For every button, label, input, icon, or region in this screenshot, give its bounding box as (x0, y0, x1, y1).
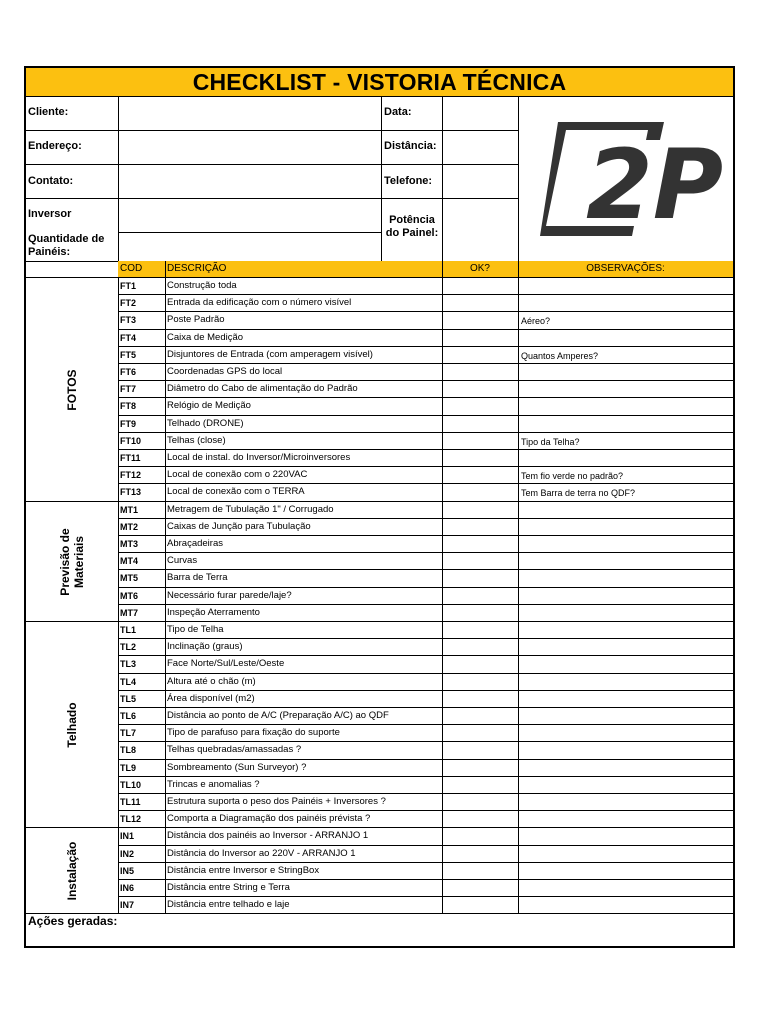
item-code: MT5 (120, 573, 138, 584)
item-description: Distância do Inversor ao 220V - ARRANJO 1 (167, 847, 356, 859)
item-description: Barra de Terra (167, 572, 228, 584)
item-code: FT9 (120, 418, 137, 429)
ok-cell[interactable] (443, 364, 518, 381)
quantidade-label: Quantidade de Painéis: (28, 233, 105, 258)
table-row (118, 828, 733, 845)
table-row (118, 536, 733, 553)
ok-cell[interactable] (443, 794, 518, 811)
ok-cell[interactable] (443, 381, 518, 398)
divider (518, 96, 519, 261)
col-descricao: DESCRIÇÃO (165, 261, 442, 277)
distancia-field[interactable] (443, 131, 518, 164)
item-code: FT5 (120, 349, 137, 360)
divider (26, 913, 733, 914)
section-block (26, 622, 118, 828)
item-observation[interactable]: Tipo da Telha? (521, 436, 580, 447)
item-observation[interactable]: Quantos Amperes? (521, 350, 599, 361)
item-description: Local de conexão com o TERRA (167, 486, 305, 498)
ok-cell[interactable] (443, 725, 518, 742)
item-description: Necessário furar parede/laje? (167, 589, 292, 601)
table-row (118, 760, 733, 777)
table-row (118, 398, 733, 415)
item-code: FT3 (120, 315, 137, 326)
ok-cell[interactable] (443, 467, 518, 484)
ok-cell[interactable] (443, 605, 518, 622)
endereco-field[interactable] (119, 131, 381, 164)
item-code: TL3 (120, 659, 137, 670)
item-description: Local de instal. do Inversor/Microinversores (167, 452, 351, 463)
item-code: MT3 (120, 539, 138, 549)
contato-field[interactable] (119, 165, 381, 198)
col-obs: OBSERVAÇÕES: (518, 261, 733, 277)
table-row (118, 742, 733, 759)
divider (442, 261, 443, 914)
item-description: Telhado (DRONE) (167, 417, 244, 429)
table-row (118, 811, 733, 828)
table-row (118, 639, 733, 656)
table-row (118, 330, 733, 347)
item-code: IN7 (120, 900, 135, 911)
item-description: Tipo de Telha (167, 624, 224, 635)
table-row (118, 484, 733, 501)
table-row (118, 381, 733, 398)
data-field[interactable] (443, 97, 518, 130)
item-code: TL8 (120, 745, 137, 756)
table-row (118, 897, 733, 914)
col-cod: COD (118, 261, 165, 277)
item-code: TL9 (120, 762, 137, 773)
item-observation[interactable]: Tem Barra de terra no QDF? (521, 488, 636, 499)
table-row (118, 880, 733, 897)
item-code: FT1 (120, 281, 137, 291)
ok-cell[interactable] (443, 622, 518, 639)
endereco-label: Endereço: (28, 140, 82, 152)
table-row (118, 622, 733, 639)
table-row (118, 794, 733, 811)
item-description: Inspeção Aterramento (167, 606, 260, 618)
item-description: Entrada da edificação com o número visível (167, 297, 352, 309)
table-row (118, 416, 733, 433)
section-label: FOTOS (65, 369, 79, 411)
table-row (118, 863, 733, 880)
table-row (118, 347, 733, 364)
ok-cell[interactable] (443, 863, 518, 880)
item-description: Face Norte/Sul/Leste/Oeste (167, 658, 285, 670)
table-row (118, 570, 733, 587)
ok-cell[interactable] (443, 347, 518, 364)
ok-cell[interactable] (443, 450, 518, 467)
ok-cell[interactable] (443, 502, 518, 519)
col-ok: OK? (442, 261, 518, 277)
ok-cell[interactable] (443, 570, 518, 587)
logo-text: 2P (586, 129, 724, 238)
table-row (118, 846, 733, 863)
inversor-field[interactable] (119, 199, 381, 232)
table-row (118, 691, 733, 708)
item-description: Caixas de Junção para Tubulação (167, 520, 311, 532)
item-description: Abraçadeiras (167, 538, 223, 549)
item-code: FT8 (120, 401, 137, 412)
table-row (118, 433, 733, 450)
item-code: IN5 (120, 865, 135, 876)
ok-cell[interactable] (443, 484, 518, 501)
ok-cell[interactable] (443, 416, 518, 433)
ok-cell[interactable] (443, 777, 518, 794)
ok-cell[interactable] (443, 691, 518, 708)
table-row (118, 278, 733, 295)
item-code: FT13 (120, 487, 142, 498)
table-row (118, 656, 733, 673)
ok-cell[interactable] (443, 278, 518, 295)
section-block (26, 828, 118, 914)
item-code: MT7 (120, 607, 138, 618)
ok-cell[interactable] (443, 897, 518, 914)
item-description: Poste Padrão (167, 314, 225, 326)
item-code: FT11 (120, 453, 141, 463)
item-description: Distância ao ponto de A/C (Preparação A/C) ao QDF (167, 710, 389, 721)
telefone-field[interactable] (443, 165, 518, 198)
item-description: Trincas e anomalias ? (167, 778, 260, 790)
checklist-sheet (24, 66, 735, 948)
item-code: FT6 (120, 367, 137, 377)
item-description: Inclinação (graus) (167, 641, 243, 653)
cliente-field[interactable] (119, 97, 381, 130)
item-code: MT2 (120, 521, 138, 532)
divider (381, 96, 382, 261)
section-label: Telhado (65, 702, 79, 748)
item-description: Tipo de parafuso para fixação do suporte (167, 727, 340, 739)
telefone-label: Telefone: (384, 175, 433, 187)
item-code: IN6 (120, 883, 135, 893)
item-code: FT4 (120, 332, 137, 343)
ok-cell[interactable] (443, 656, 518, 673)
item-code: IN1 (120, 831, 135, 842)
ok-cell[interactable] (443, 588, 518, 605)
acoes-label: Ações geradas: (28, 914, 118, 928)
section-label: Previsão de Materiais (58, 528, 86, 596)
ok-cell[interactable] (443, 398, 518, 415)
item-description: Distância entre Inversor e StringBox (167, 864, 320, 876)
ok-cell[interactable] (443, 708, 518, 725)
ok-cell[interactable] (443, 811, 518, 828)
table-row (118, 725, 733, 742)
item-code: TL5 (120, 693, 137, 704)
item-description: Curvas (167, 555, 198, 567)
item-description: Distância dos painéis ao Inversor - ARRANJO 1 (167, 830, 369, 842)
item-code: MT6 (120, 590, 138, 601)
item-code: FT2 (120, 298, 137, 309)
item-code: TL4 (120, 676, 137, 687)
distancia-label: Distância: (384, 140, 437, 152)
ok-cell[interactable] (443, 536, 518, 553)
table-row (118, 674, 733, 691)
item-code: TL12 (120, 814, 142, 825)
item-description: Coordenadas GPS do local (167, 366, 283, 377)
divider (518, 261, 519, 914)
ok-cell[interactable] (443, 330, 518, 347)
ok-cell[interactable] (443, 553, 518, 570)
section-block (26, 502, 118, 622)
item-description: Metragem de Tubulação 1" / Corrugado (167, 503, 334, 515)
2p-logo-icon (536, 118, 726, 238)
potencia-field[interactable] (443, 199, 518, 261)
ok-cell[interactable] (443, 639, 518, 656)
table-row (118, 553, 733, 570)
ok-cell[interactable] (443, 433, 518, 450)
table-row (118, 588, 733, 605)
item-code: TL2 (120, 642, 137, 653)
ok-cell[interactable] (443, 880, 518, 897)
item-description: Diâmetro do Cabo de alimentação do Padrão (167, 383, 358, 395)
ok-cell[interactable] (443, 312, 518, 329)
item-description: Distância entre telhado e laje (167, 899, 290, 911)
item-description: Relógio de Medição (167, 400, 251, 412)
table-row (118, 502, 733, 519)
item-description: Disjuntores de Entrada (com amperagem visível) (167, 348, 373, 360)
item-code: MT4 (120, 556, 138, 567)
item-description: Área disponível (m2) (167, 692, 255, 704)
section-block (26, 278, 118, 502)
item-observation[interactable]: Aéreo? (521, 316, 551, 327)
section-label: Instalação (65, 842, 79, 901)
ok-cell[interactable] (443, 519, 518, 536)
ok-cell[interactable] (443, 760, 518, 777)
table-row (118, 295, 733, 312)
item-code: FT10 (120, 435, 142, 446)
item-code: TL11 (120, 797, 141, 807)
item-code: TL1 (120, 625, 137, 635)
table-row (118, 708, 733, 725)
item-description: Distância entre String e Terra (167, 882, 290, 893)
table-row (118, 450, 733, 467)
ok-cell[interactable] (443, 295, 518, 312)
quantidade-field[interactable] (119, 233, 381, 261)
item-code: FT12 (120, 470, 142, 481)
page-title: CHECKLIST - VISTORIA TÉCNICA (26, 68, 733, 97)
item-code: TL7 (120, 728, 137, 739)
table-row (118, 605, 733, 622)
divider (165, 261, 166, 914)
item-code: FT7 (120, 384, 137, 395)
divider (118, 278, 119, 914)
item-description: Telhas (close) (167, 434, 226, 446)
item-observation[interactable]: Tem fio verde no padrão? (521, 471, 624, 482)
item-code: TL6 (120, 711, 137, 721)
item-description: Comporta a Diagramação dos painéis prévista ? (167, 813, 371, 825)
data-label: Data: (384, 106, 412, 118)
table-row (118, 364, 733, 381)
inversor-label: Inversor (28, 208, 72, 220)
ok-cell[interactable] (443, 846, 518, 863)
item-description: Construção toda (167, 280, 237, 291)
table-row (118, 467, 733, 484)
cliente-label: Cliente: (28, 106, 69, 118)
item-description: Caixa de Medição (167, 331, 244, 343)
item-description: Local de conexão com o 220VAC (167, 469, 308, 481)
item-code: MT1 (120, 504, 138, 515)
table-row (118, 312, 733, 329)
item-description: Sombreamento (Sun Surveyor) ? (167, 761, 307, 773)
table-row (118, 777, 733, 794)
potencia-label: Potência do Painel: (385, 214, 439, 239)
ok-cell[interactable] (443, 742, 518, 759)
item-description: Telhas quebradas/amassadas ? (167, 744, 302, 756)
item-code: TL10 (120, 779, 142, 790)
item-description: Estrutura suporta o peso dos Painéis + Inversores ? (167, 796, 386, 807)
table-row (118, 519, 733, 536)
ok-cell[interactable] (443, 828, 518, 845)
item-code: IN2 (120, 848, 135, 859)
item-description: Altura até o chão (m) (167, 675, 256, 687)
contato-label: Contato: (28, 175, 74, 187)
ok-cell[interactable] (443, 674, 518, 691)
